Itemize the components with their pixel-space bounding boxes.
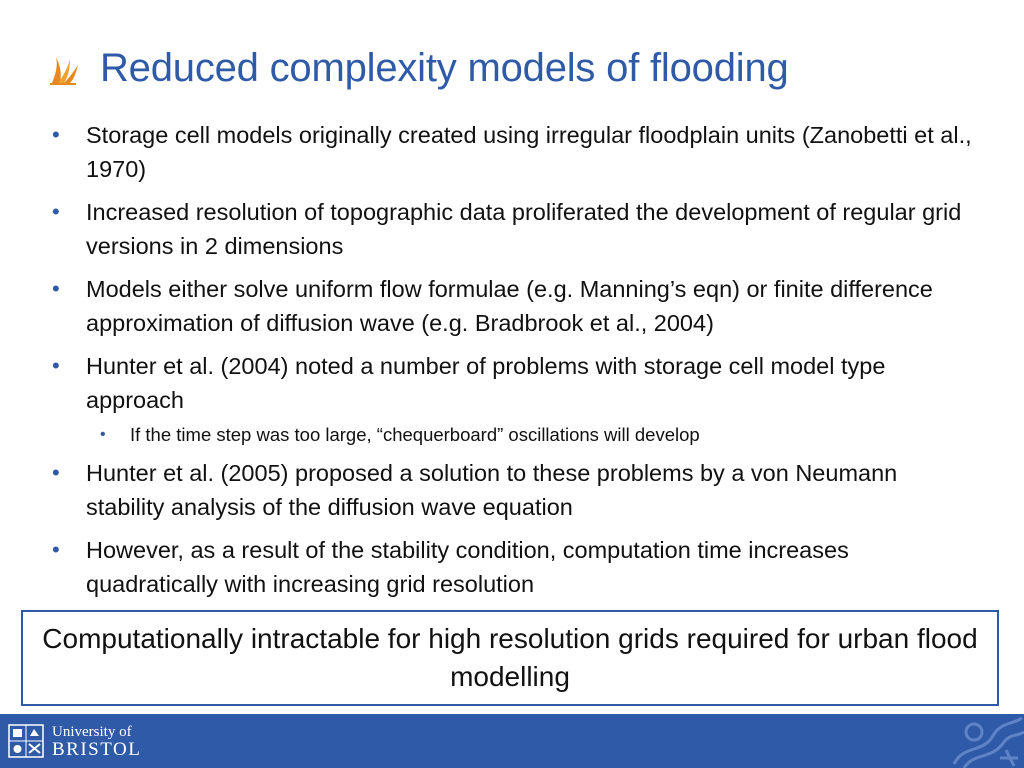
bullet-dot: • — [52, 537, 60, 562]
bullet-item — [38, 118, 978, 186]
callout-box — [21, 610, 999, 706]
bullet-text: Hunter et al. (2005) proposed a solution to these problems by a von Neumann stability analysis of the diffusion wave equation — [86, 460, 898, 520]
bullet-list — [38, 118, 978, 610]
bullet-text: Storage cell models originally created using irregular floodplain units (Zanobetti et al., 1970) — [86, 122, 972, 182]
bullet-text: Hunter et al. (2004) noted a number of problems with storage cell model type approach — [86, 353, 886, 413]
bullet-dot: • — [52, 276, 60, 301]
sub-bullet-item — [38, 422, 978, 448]
footer-bar — [0, 714, 1024, 768]
university-logo-text — [52, 724, 141, 758]
crest-watermark-icon — [944, 714, 1024, 768]
university-line2: BRISTOL — [52, 739, 142, 760]
bullet-text: If the time step was too large, “chequerboard” oscillations will develop — [130, 424, 700, 445]
bullet-dot: • — [52, 460, 60, 485]
title-row — [46, 40, 789, 96]
university-line1: University of — [52, 724, 132, 740]
bullet-item — [38, 195, 978, 263]
bullet-text: However, as a result of the stability condition, computation time increases quadratically with increasing grid resolution — [86, 537, 849, 597]
callout-text: Computationally intractable for high resolution grids required for urban flood modelling — [42, 623, 978, 692]
bullet-dot: • — [52, 199, 60, 224]
bullet-item — [38, 533, 978, 601]
orange-flame-icon — [46, 53, 82, 89]
slide-title: Reduced complexity models of flooding — [100, 45, 789, 90]
bristol-crest-icon — [8, 724, 44, 758]
bullet-dot: • — [52, 353, 60, 378]
bullet-item — [38, 456, 978, 524]
bullet-item — [38, 349, 978, 417]
bullet-dot: • — [52, 122, 60, 147]
bullet-text: Increased resolution of topographic data proliferated the development of regular grid versions in 2 dimensions — [86, 199, 962, 259]
bullet-dot: • — [100, 426, 106, 443]
bullet-text: Models either solve uniform flow formulae (e.g. Manning’s eqn) or finite difference approximation of diffusion wave (e.g. Bradbrook et al., 2004) — [86, 276, 933, 336]
bullet-item — [38, 272, 978, 340]
